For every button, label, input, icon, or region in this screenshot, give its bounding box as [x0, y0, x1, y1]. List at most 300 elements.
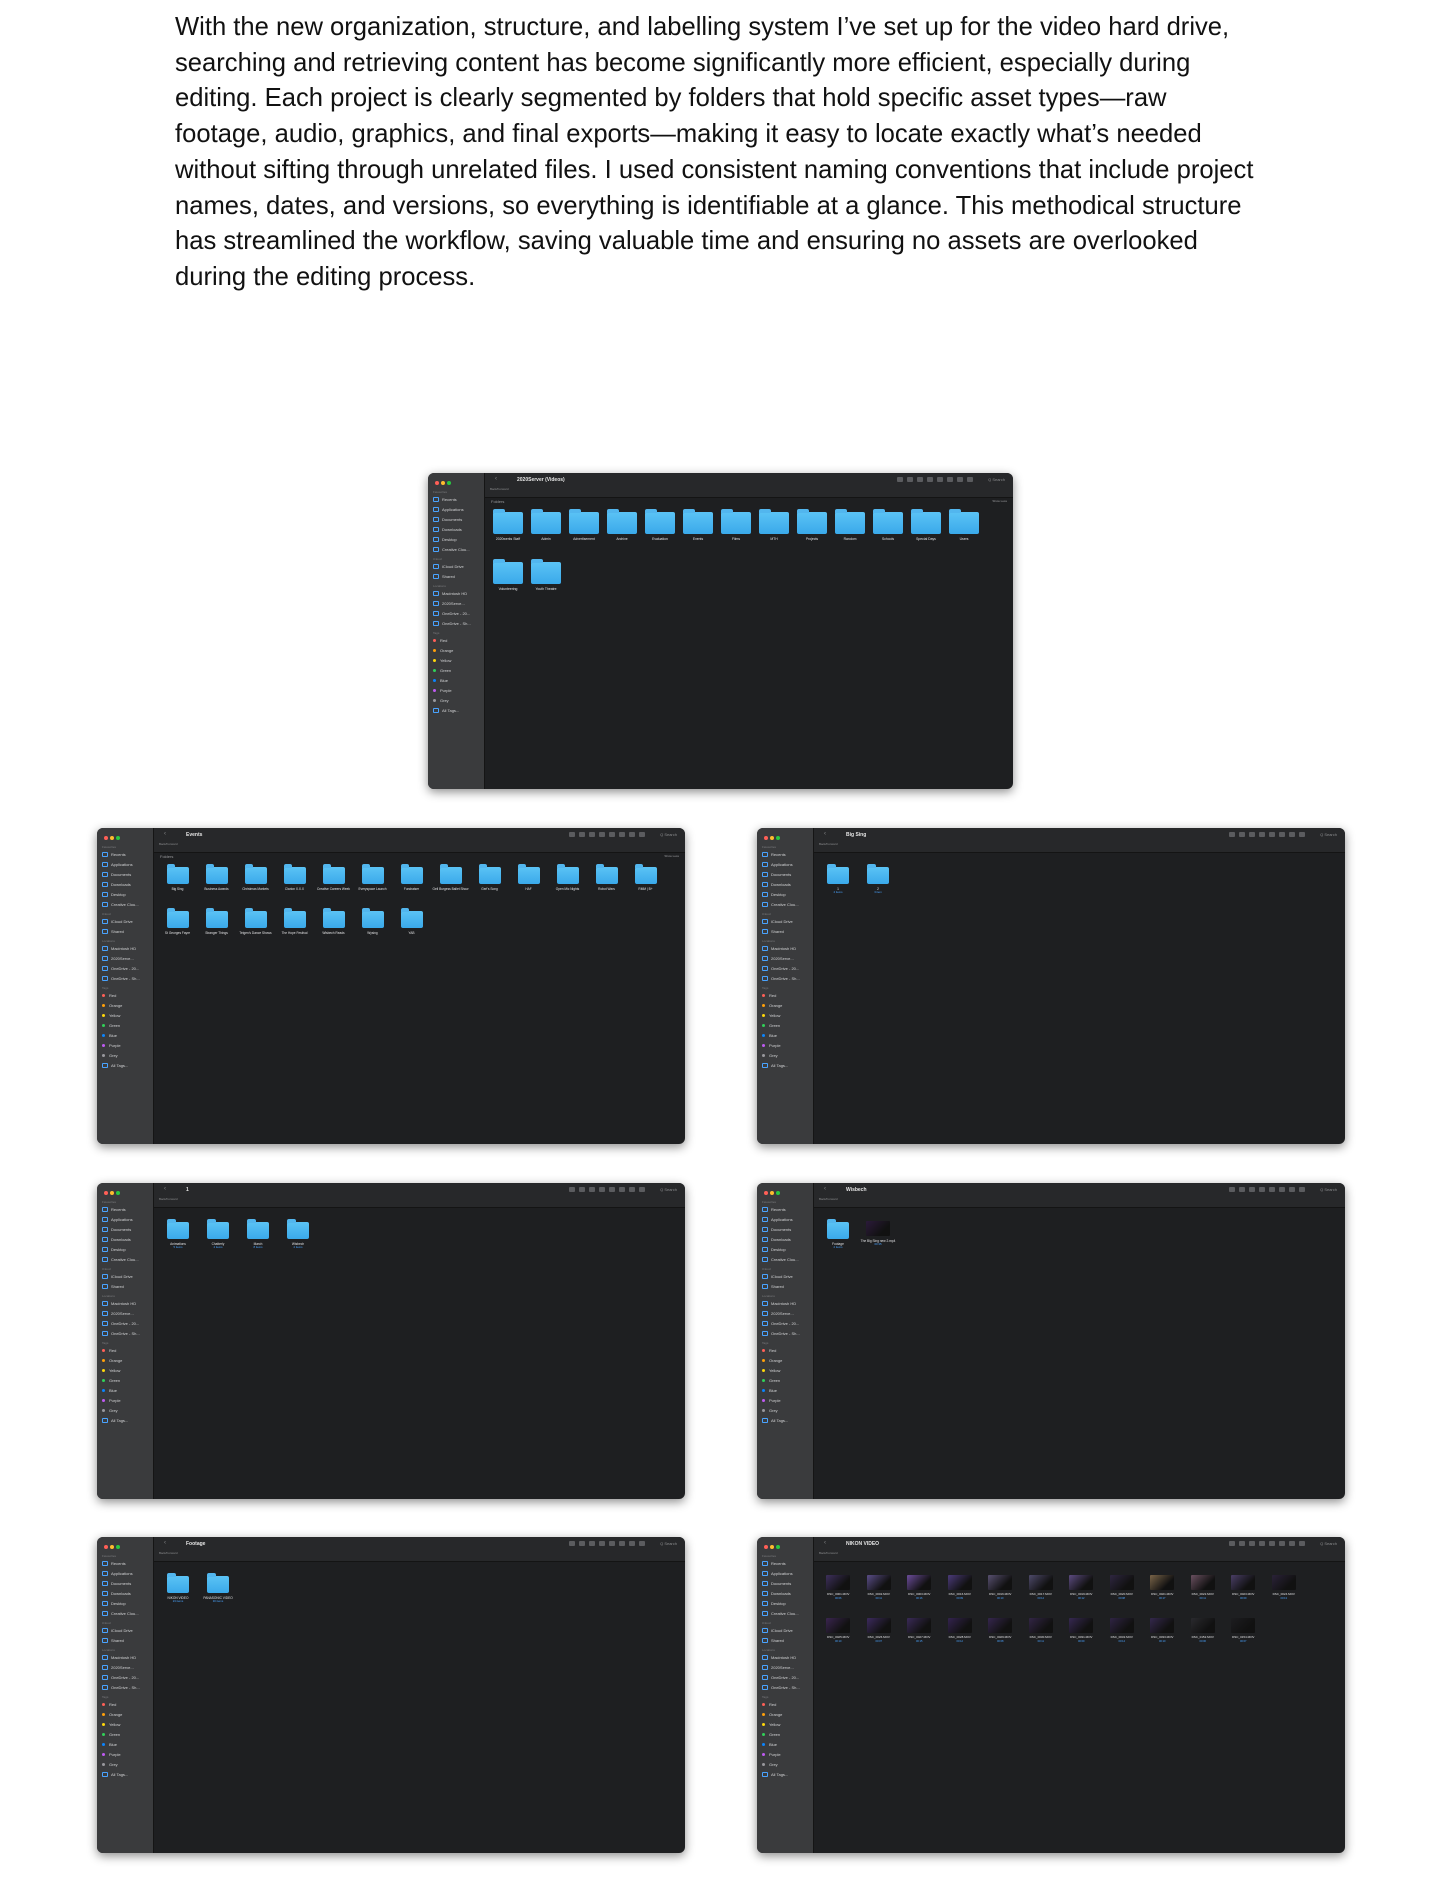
- sidebar-item[interactable]: [428, 535, 484, 545]
- sidebar-item[interactable]: [757, 1720, 813, 1730]
- sidebar-item[interactable]: [757, 1235, 813, 1245]
- video-file-item[interactable]: [1142, 1615, 1183, 1658]
- sidebar-item[interactable]: [97, 1051, 153, 1061]
- sidebar-item[interactable]: [757, 1750, 813, 1760]
- sidebar-item[interactable]: [428, 515, 484, 525]
- sidebar-item[interactable]: [97, 1673, 153, 1683]
- minimize-button[interactable]: [770, 1191, 774, 1195]
- sidebar-item[interactable]: [757, 1255, 813, 1265]
- close-button[interactable]: [104, 1545, 108, 1549]
- sidebar-item[interactable]: [757, 974, 813, 984]
- sidebar-item[interactable]: [757, 1653, 813, 1663]
- share-icon[interactable]: [619, 832, 625, 837]
- folder-item[interactable]: [275, 863, 314, 907]
- sidebar-item[interactable]: [97, 944, 153, 954]
- view-grid-icon[interactable]: [897, 477, 903, 482]
- view-gallery-icon[interactable]: [599, 1541, 605, 1546]
- sidebar-item[interactable]: [97, 1730, 153, 1740]
- zoom-button[interactable]: [776, 1191, 780, 1195]
- video-file-item[interactable]: [859, 1572, 900, 1615]
- sidebar-item[interactable]: [757, 1636, 813, 1646]
- minimize-button[interactable]: [110, 1545, 114, 1549]
- sidebar-item[interactable]: [757, 1346, 813, 1356]
- sidebar-item[interactable]: [757, 1416, 813, 1426]
- action-icon[interactable]: [1299, 1541, 1305, 1546]
- view-list-icon[interactable]: [907, 477, 913, 482]
- video-file-item[interactable]: [1223, 1615, 1264, 1658]
- sidebar-item[interactable]: [97, 1599, 153, 1609]
- sidebar-item[interactable]: [757, 1386, 813, 1396]
- finder-window[interactable]: [428, 473, 1013, 789]
- sidebar-item[interactable]: [97, 917, 153, 927]
- folder-item[interactable]: [489, 558, 527, 608]
- sidebar-item[interactable]: [757, 1299, 813, 1309]
- video-file-item[interactable]: [1061, 1572, 1102, 1615]
- close-button[interactable]: [764, 836, 768, 840]
- sidebar-item[interactable]: [757, 1031, 813, 1041]
- back-button[interactable]: ‹: [824, 1540, 826, 1546]
- sidebar-item[interactable]: [757, 1205, 813, 1215]
- back-button[interactable]: ‹: [164, 831, 166, 837]
- video-file-item[interactable]: [859, 1615, 900, 1658]
- sidebar-item[interactable]: [757, 917, 813, 927]
- folder-item[interactable]: [548, 863, 587, 907]
- sidebar-item[interactable]: [428, 636, 484, 646]
- sidebar-item[interactable]: [97, 1041, 153, 1051]
- sidebar-item[interactable]: [97, 1396, 153, 1406]
- search-input[interactable]: Q Search: [660, 1187, 677, 1192]
- action-icon[interactable]: [1299, 1187, 1305, 1192]
- zoom-button[interactable]: [776, 1545, 780, 1549]
- sidebar-item[interactable]: [757, 1579, 813, 1589]
- sidebar-item[interactable]: [757, 1760, 813, 1770]
- view-grid-icon[interactable]: [1229, 1541, 1235, 1546]
- sidebar-item[interactable]: [97, 1626, 153, 1636]
- view-columns-icon[interactable]: [1249, 1541, 1255, 1546]
- folder-item[interactable]: [818, 1218, 858, 1262]
- action-icon[interactable]: [639, 832, 645, 837]
- sidebar-item[interactable]: [97, 964, 153, 974]
- sidebar-item[interactable]: [97, 1031, 153, 1041]
- sidebar-item[interactable]: [428, 505, 484, 515]
- finder-window[interactable]: [757, 1183, 1345, 1499]
- sidebar-item[interactable]: [97, 870, 153, 880]
- minimize-button[interactable]: [441, 481, 445, 485]
- sidebar-item[interactable]: [757, 1011, 813, 1021]
- sidebar-item[interactable]: [97, 1750, 153, 1760]
- view-columns-icon[interactable]: [589, 832, 595, 837]
- folder-item[interactable]: [392, 907, 431, 951]
- sidebar-item[interactable]: [97, 1636, 153, 1646]
- video-file-item[interactable]: [1223, 1572, 1264, 1615]
- sidebar-item[interactable]: [757, 1272, 813, 1282]
- tag-icon[interactable]: [1289, 1187, 1295, 1192]
- sidebar-item[interactable]: [97, 1406, 153, 1416]
- folder-item[interactable]: [626, 863, 665, 907]
- sidebar-item[interactable]: [757, 1215, 813, 1225]
- sidebar-item[interactable]: [97, 1559, 153, 1569]
- finder-window[interactable]: [97, 828, 685, 1144]
- action-icon[interactable]: [639, 1187, 645, 1192]
- sidebar-item[interactable]: [97, 1710, 153, 1720]
- sidebar-item[interactable]: [428, 666, 484, 676]
- view-columns-icon[interactable]: [589, 1541, 595, 1546]
- sidebar-item[interactable]: [428, 656, 484, 666]
- sidebar-item[interactable]: [97, 1299, 153, 1309]
- sidebar-item[interactable]: [757, 1740, 813, 1750]
- zoom-button[interactable]: [116, 1545, 120, 1549]
- sidebar-item[interactable]: [757, 1245, 813, 1255]
- tag-icon[interactable]: [629, 1187, 635, 1192]
- folder-item[interactable]: [907, 508, 945, 558]
- back-button[interactable]: ‹: [824, 1186, 826, 1192]
- view-list-icon[interactable]: [579, 1187, 585, 1192]
- action-icon[interactable]: [1299, 832, 1305, 837]
- view-gallery-icon[interactable]: [599, 832, 605, 837]
- video-file-item[interactable]: [818, 1572, 859, 1615]
- sidebar-item[interactable]: [97, 1653, 153, 1663]
- sidebar-item[interactable]: [428, 572, 484, 582]
- close-button[interactable]: [435, 481, 439, 485]
- sidebar-item[interactable]: [757, 964, 813, 974]
- folder-item[interactable]: [509, 863, 548, 907]
- sidebar-item[interactable]: [97, 1760, 153, 1770]
- sidebar-item[interactable]: [97, 1255, 153, 1265]
- folder-item[interactable]: [197, 907, 236, 951]
- sidebar-item[interactable]: [97, 1569, 153, 1579]
- sidebar-item[interactable]: [757, 1051, 813, 1061]
- sidebar-item[interactable]: [428, 706, 484, 716]
- folder-item[interactable]: [858, 863, 898, 907]
- folder-item[interactable]: [717, 508, 755, 558]
- minimize-button[interactable]: [770, 836, 774, 840]
- group-icon[interactable]: [1269, 1187, 1275, 1192]
- view-list-icon[interactable]: [1239, 1187, 1245, 1192]
- minimize-button[interactable]: [110, 1191, 114, 1195]
- share-icon[interactable]: [1279, 1541, 1285, 1546]
- sidebar-item[interactable]: [97, 1245, 153, 1255]
- sidebar-item[interactable]: [97, 1272, 153, 1282]
- video-file-item[interactable]: [1021, 1572, 1062, 1615]
- view-gallery-icon[interactable]: [1259, 1541, 1265, 1546]
- sidebar-item[interactable]: [757, 1356, 813, 1366]
- view-gallery-icon[interactable]: [1259, 1187, 1265, 1192]
- sidebar-item[interactable]: [97, 1356, 153, 1366]
- sidebar-item[interactable]: [97, 900, 153, 910]
- close-button[interactable]: [104, 1191, 108, 1195]
- sidebar-item[interactable]: [97, 1740, 153, 1750]
- sidebar-item[interactable]: [757, 890, 813, 900]
- sidebar-item[interactable]: [97, 1683, 153, 1693]
- share-icon[interactable]: [619, 1541, 625, 1546]
- finder-window[interactable]: [97, 1537, 685, 1853]
- video-file-item[interactable]: [980, 1572, 1021, 1615]
- close-button[interactable]: [104, 836, 108, 840]
- sidebar-item[interactable]: [97, 1235, 153, 1245]
- view-gallery-icon[interactable]: [927, 477, 933, 482]
- sidebar-item[interactable]: [428, 696, 484, 706]
- share-icon[interactable]: [947, 477, 953, 482]
- folder-item[interactable]: [158, 863, 197, 907]
- group-icon[interactable]: [937, 477, 943, 482]
- zoom-button[interactable]: [116, 1191, 120, 1195]
- show-less-button[interactable]: Show Less: [992, 499, 1007, 503]
- sidebar-item[interactable]: [97, 1386, 153, 1396]
- sidebar-item[interactable]: [757, 1609, 813, 1619]
- folder-item[interactable]: [353, 863, 392, 907]
- minimize-button[interactable]: [770, 1545, 774, 1549]
- folder-item[interactable]: [869, 508, 907, 558]
- group-icon[interactable]: [1269, 1541, 1275, 1546]
- sidebar-item[interactable]: [428, 646, 484, 656]
- sidebar-item[interactable]: [757, 1376, 813, 1386]
- view-list-icon[interactable]: [579, 832, 585, 837]
- sidebar-item[interactable]: [757, 1406, 813, 1416]
- video-file-item[interactable]: [940, 1615, 981, 1658]
- sidebar-item[interactable]: [757, 991, 813, 1001]
- view-columns-icon[interactable]: [1249, 832, 1255, 837]
- view-list-icon[interactable]: [1239, 1541, 1245, 1546]
- sidebar-item[interactable]: [757, 1282, 813, 1292]
- sidebar-item[interactable]: [97, 1329, 153, 1339]
- sidebar-item[interactable]: [757, 1001, 813, 1011]
- sidebar-item[interactable]: [757, 1396, 813, 1406]
- back-button[interactable]: ‹: [164, 1186, 166, 1192]
- sidebar-item[interactable]: [757, 954, 813, 964]
- sidebar-item[interactable]: [428, 599, 484, 609]
- folder-item[interactable]: [818, 863, 858, 907]
- folder-item[interactable]: [587, 863, 626, 907]
- action-icon[interactable]: [967, 477, 973, 482]
- folder-item[interactable]: [198, 1218, 238, 1262]
- sidebar-item[interactable]: [757, 900, 813, 910]
- sidebar-item[interactable]: [97, 1720, 153, 1730]
- folder-item[interactable]: [527, 508, 565, 558]
- video-file-item[interactable]: [1183, 1615, 1224, 1658]
- sidebar-item[interactable]: [757, 1730, 813, 1740]
- sidebar-item[interactable]: [428, 545, 484, 555]
- sidebar-item[interactable]: [97, 850, 153, 860]
- sidebar-item[interactable]: [757, 1041, 813, 1051]
- video-file-item[interactable]: [818, 1615, 859, 1658]
- sidebar-item[interactable]: [757, 1329, 813, 1339]
- minimize-button[interactable]: [110, 836, 114, 840]
- sidebar-item[interactable]: [97, 880, 153, 890]
- folder-item[interactable]: [353, 907, 392, 951]
- sidebar-item[interactable]: [97, 1011, 153, 1021]
- folder-item[interactable]: [238, 1218, 278, 1262]
- sidebar-item[interactable]: [97, 1346, 153, 1356]
- sidebar-item[interactable]: [97, 1225, 153, 1235]
- folder-item[interactable]: [603, 508, 641, 558]
- sidebar-item[interactable]: [428, 609, 484, 619]
- folder-item[interactable]: [565, 508, 603, 558]
- folder-item[interactable]: [679, 508, 717, 558]
- finder-window[interactable]: [97, 1183, 685, 1499]
- video-file-item[interactable]: [940, 1572, 981, 1615]
- sidebar-item[interactable]: [428, 686, 484, 696]
- view-list-icon[interactable]: [1239, 832, 1245, 837]
- view-columns-icon[interactable]: [917, 477, 923, 482]
- sidebar-item[interactable]: [97, 1215, 153, 1225]
- sidebar-item[interactable]: [97, 1376, 153, 1386]
- back-button[interactable]: ‹: [824, 831, 826, 837]
- sidebar-item[interactable]: [757, 1770, 813, 1780]
- view-columns-icon[interactable]: [1249, 1187, 1255, 1192]
- back-button[interactable]: ‹: [164, 1540, 166, 1546]
- folder-item[interactable]: [236, 907, 275, 951]
- search-input[interactable]: Q Search: [988, 477, 1005, 482]
- sidebar-item[interactable]: [97, 1319, 153, 1329]
- sidebar-item[interactable]: [97, 1663, 153, 1673]
- sidebar-item[interactable]: [97, 1205, 153, 1215]
- folder-item[interactable]: [236, 863, 275, 907]
- view-grid-icon[interactable]: [1229, 1187, 1235, 1192]
- close-button[interactable]: [764, 1191, 768, 1195]
- sidebar-item[interactable]: [757, 860, 813, 870]
- folder-item[interactable]: [392, 863, 431, 907]
- sidebar-item[interactable]: [757, 1683, 813, 1693]
- folder-item[interactable]: [527, 558, 565, 608]
- sidebar-item[interactable]: [757, 850, 813, 860]
- search-input[interactable]: Q Search: [660, 1541, 677, 1546]
- view-grid-icon[interactable]: [569, 1541, 575, 1546]
- sidebar-item[interactable]: [428, 619, 484, 629]
- video-file-item[interactable]: [1061, 1615, 1102, 1658]
- share-icon[interactable]: [1279, 1187, 1285, 1192]
- sidebar-item[interactable]: [757, 1626, 813, 1636]
- zoom-button[interactable]: [447, 481, 451, 485]
- view-grid-icon[interactable]: [569, 1187, 575, 1192]
- share-icon[interactable]: [619, 1187, 625, 1192]
- tag-icon[interactable]: [957, 477, 963, 482]
- video-file-item[interactable]: [1183, 1572, 1224, 1615]
- folder-item[interactable]: [945, 508, 983, 558]
- sidebar-item[interactable]: [757, 1309, 813, 1319]
- sidebar-item[interactable]: [757, 1663, 813, 1673]
- tag-icon[interactable]: [629, 832, 635, 837]
- finder-window[interactable]: [757, 828, 1345, 1144]
- group-icon[interactable]: [609, 1187, 615, 1192]
- sidebar-item[interactable]: [757, 1710, 813, 1720]
- sidebar-item[interactable]: [757, 927, 813, 937]
- action-icon[interactable]: [639, 1541, 645, 1546]
- folder-item[interactable]: [641, 508, 679, 558]
- video-file-item[interactable]: [1021, 1615, 1062, 1658]
- sidebar-item[interactable]: [97, 974, 153, 984]
- sidebar-item[interactable]: [757, 1589, 813, 1599]
- share-icon[interactable]: [1279, 832, 1285, 837]
- zoom-button[interactable]: [116, 836, 120, 840]
- folder-item[interactable]: [314, 863, 353, 907]
- video-file-item[interactable]: [1264, 1572, 1305, 1615]
- sidebar-item[interactable]: [757, 1225, 813, 1235]
- sidebar-item[interactable]: [757, 944, 813, 954]
- sidebar-item[interactable]: [428, 525, 484, 535]
- sidebar-item[interactable]: [97, 1001, 153, 1011]
- folder-item[interactable]: [793, 508, 831, 558]
- sidebar-item[interactable]: [757, 1061, 813, 1071]
- sidebar-item[interactable]: [757, 1021, 813, 1031]
- sidebar-item[interactable]: [757, 1559, 813, 1569]
- video-file-item[interactable]: [1102, 1572, 1143, 1615]
- group-icon[interactable]: [609, 832, 615, 837]
- sidebar-item[interactable]: [97, 991, 153, 1001]
- sidebar-item[interactable]: [97, 1579, 153, 1589]
- group-icon[interactable]: [609, 1541, 615, 1546]
- sidebar-item[interactable]: [97, 1589, 153, 1599]
- view-gallery-icon[interactable]: [1259, 832, 1265, 837]
- sidebar-item[interactable]: [97, 1700, 153, 1710]
- folder-item[interactable]: [197, 863, 236, 907]
- sidebar-item[interactable]: [97, 890, 153, 900]
- sidebar-item[interactable]: [428, 589, 484, 599]
- sidebar-item[interactable]: [97, 1770, 153, 1780]
- folder-item[interactable]: [470, 863, 509, 907]
- video-file-item[interactable]: [1102, 1615, 1143, 1658]
- video-file-item[interactable]: [1142, 1572, 1183, 1615]
- back-button[interactable]: ‹: [495, 476, 497, 482]
- video-file-item[interactable]: [899, 1615, 940, 1658]
- sidebar-item[interactable]: [97, 927, 153, 937]
- sidebar-item[interactable]: [97, 1061, 153, 1071]
- search-input[interactable]: Q Search: [1320, 1541, 1337, 1546]
- view-gallery-icon[interactable]: [599, 1187, 605, 1192]
- sidebar-item[interactable]: [97, 1416, 153, 1426]
- view-grid-icon[interactable]: [569, 832, 575, 837]
- zoom-button[interactable]: [776, 836, 780, 840]
- sidebar-item[interactable]: [428, 562, 484, 572]
- folder-item[interactable]: [431, 863, 470, 907]
- sidebar-item[interactable]: [757, 1319, 813, 1329]
- sidebar-item[interactable]: [97, 1021, 153, 1031]
- sidebar-item[interactable]: [97, 1309, 153, 1319]
- view-columns-icon[interactable]: [589, 1187, 595, 1192]
- tag-icon[interactable]: [629, 1541, 635, 1546]
- sidebar-item[interactable]: [97, 1366, 153, 1376]
- folder-item[interactable]: [275, 907, 314, 951]
- video-file-item[interactable]: [899, 1572, 940, 1615]
- search-input[interactable]: Q Search: [1320, 1187, 1337, 1192]
- sidebar-item[interactable]: [97, 954, 153, 964]
- folder-item[interactable]: [158, 1218, 198, 1262]
- video-file-item[interactable]: [858, 1218, 898, 1262]
- search-input[interactable]: Q Search: [660, 832, 677, 837]
- sidebar-item[interactable]: [757, 1700, 813, 1710]
- folder-item[interactable]: [158, 907, 197, 951]
- group-icon[interactable]: [1269, 832, 1275, 837]
- view-grid-icon[interactable]: [1229, 832, 1235, 837]
- sidebar-item[interactable]: [97, 1609, 153, 1619]
- search-input[interactable]: Q Search: [1320, 832, 1337, 837]
- sidebar-item[interactable]: [428, 495, 484, 505]
- tag-icon[interactable]: [1289, 1541, 1295, 1546]
- sidebar-item[interactable]: [757, 1599, 813, 1609]
- video-file-item[interactable]: [980, 1615, 1021, 1658]
- sidebar-item[interactable]: [97, 1282, 153, 1292]
- finder-window[interactable]: [757, 1537, 1345, 1853]
- sidebar-item[interactable]: [757, 880, 813, 890]
- sidebar-item[interactable]: [428, 676, 484, 686]
- view-list-icon[interactable]: [579, 1541, 585, 1546]
- tag-icon[interactable]: [1289, 832, 1295, 837]
- folder-item[interactable]: [489, 508, 527, 558]
- sidebar-item[interactable]: [757, 1673, 813, 1683]
- sidebar-item[interactable]: [97, 860, 153, 870]
- close-button[interactable]: [764, 1545, 768, 1549]
- folder-item[interactable]: [831, 508, 869, 558]
- sidebar-item[interactable]: [757, 1366, 813, 1376]
